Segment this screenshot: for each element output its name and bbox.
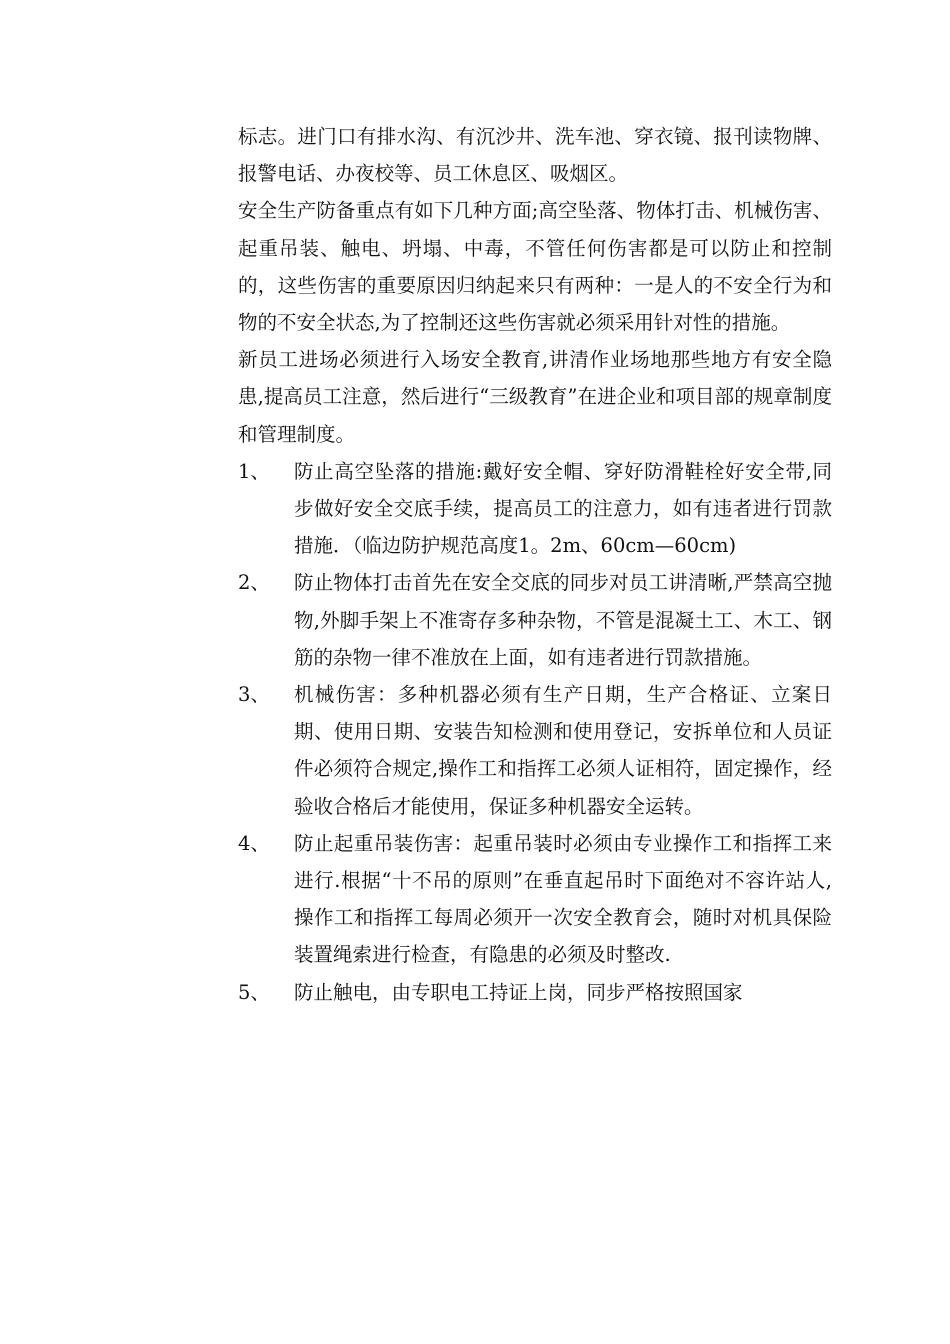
list-number: 1、 <box>238 459 270 483</box>
list-number: 3、 <box>238 683 270 707</box>
list-item-text: 机械伤害：多种机器必须有生产日期，生产合格证、立案日期、使用日期、安装告知检测和使用登记，安拆单位和人员证件必须符合规定,操作工和指挥工必须人证相符，固定操作，经验收合格后才能使用，保证多种机器安全运转。 <box>294 683 832 818</box>
document-body <box>238 118 832 1011</box>
list-item-text: 防止物体打击首先在安全交底的同步对员工讲清晰,严禁高空抛物,外脚手架上不准寄存多种杂物，不管是混凝土工、木工、钢筋的杂物一律不准放在上面，如有违者进行罚款措施。 <box>294 571 832 669</box>
list-item-lifting-injury <box>238 825 832 974</box>
paragraph-safety-focus: 安全生产防备重点有如下几种方面;高空坠落、物体打击、机械伤害、起重吊装、触电、坍塌、中毒，不管任何伤害都是可以防止和控制的，这些伤害的重要原因归纳起来只有两种：一是人的不安全行为和物的不安全状态,为了控制还这些伤害就必须采用针对性的措施。 <box>238 199 832 335</box>
list-item-text: 防止触电，由专职电工持证上岗，同步严格按照国家 <box>294 980 743 1004</box>
list-number: 4、 <box>238 831 270 855</box>
list-item-text: 防止起重吊装伤害：起重吊装时必须由专业操作工和指挥工来进行.根据“十不吊的原则”在垂直起吊时下面绝对不容许站人,操作工和指挥工每周必须开一次安全教育会，随时对机具保险装置绳索进行检查，有隐患的必须及时整改. <box>294 831 832 967</box>
list-item-fall-prevention <box>238 453 832 565</box>
list-number: 5、 <box>238 980 270 1004</box>
list-item-object-strike <box>238 564 832 676</box>
paragraph-new-employee-education: 新员工进场必须进行入场安全教育,讲清作业场地那些地方有安全隐患,提高员工注意，然后进行“三级教育”在进企业和项目部的规章制度和管理制度。 <box>238 348 832 446</box>
paragraph-signage: 标志。进门口有排水沟、有沉沙井、洗车池、穿衣镜、报刊读物牌、报警电话、办夜校等、员工休息区、吸烟区。 <box>238 125 832 186</box>
list-number: 2、 <box>238 571 270 595</box>
list-item-text: 防止高空坠落的措施:戴好安全帽、穿好防滑鞋栓好安全带,同步做好安全交底手续，提高员工的注意力，如有违者进行罚款措施．（临边防护规范高度1。2m、60cm—60cm) <box>294 459 832 558</box>
list-item-machinery-injury <box>238 676 832 825</box>
list-item-electric-shock <box>238 974 832 1011</box>
